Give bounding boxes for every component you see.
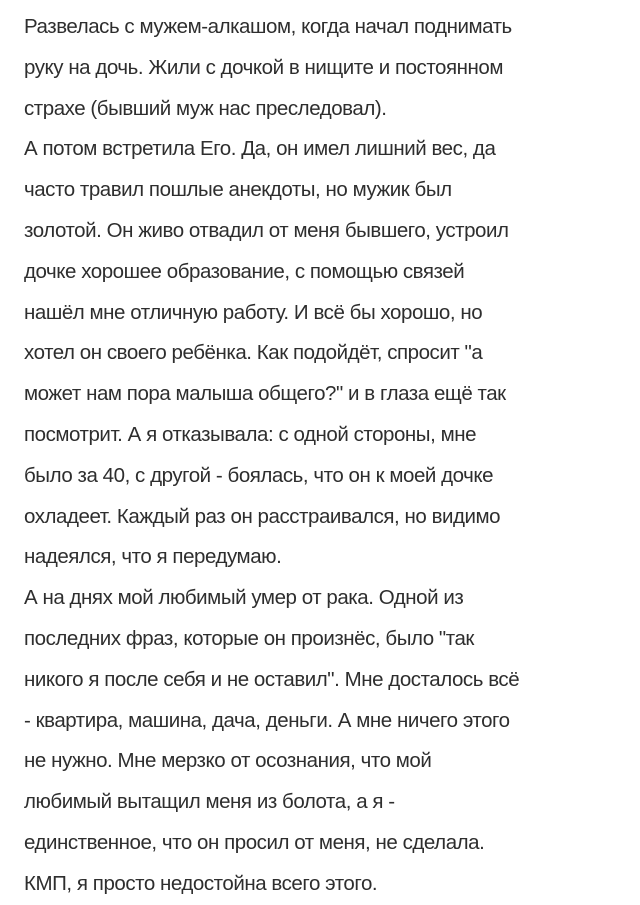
text-line: надеялся, что я передумаю. [24,545,282,569]
text-line: никого я после себя и не оставил". Мне досталось всё [24,667,520,691]
text-line: Развелась с мужем-алкашом, когда начал поднимать [24,15,512,38]
text-line: золотой. Он живо отвадил от меня бывшего, устроил [24,218,509,242]
text-line: может нам пора малыша общего?" и в глаза ещё так [24,382,506,406]
text-line: страхе (бывший муж нас преследовал). [24,96,387,120]
text-line: А потом встретила Его. Да, он имел лишний вес, да [24,137,496,161]
text-line: часто травил пошлые анекдоты, но мужик был [24,178,452,202]
text-line: охладеет. Каждый раз он расстраивался, но видимо [24,504,501,528]
text-line: нашёл мне отличную работу. И всё бы хорошо, но [24,300,483,324]
text-line: посмотрит. А я отказывала: с одной стороны, мне [24,422,477,446]
text-line: КМП, я просто недостойна всего этого. [24,871,378,895]
text-line: любимый вытащил меня из болота, а я - [24,790,395,814]
post-text [24,0,634,905]
text-line: - квартира, машина, дача, деньги. А мне ничего этого [24,708,510,732]
text-line: было за 40, с другой - боялась, что он к моей дочке [24,463,494,487]
text-line: единственное, что он просил от меня, не сделала. [24,830,485,854]
text-line: руку на дочь. Жили с дочкой в нищите и постоянном [24,55,503,79]
text-line: последних фраз, которые он произнёс, было "так [24,626,474,650]
text-line: дочке хорошее образование, с помощью связей [24,259,465,283]
text-line: хотел он своего ребёнка. Как подойдёт, спросит "а [24,341,483,365]
text-line: не нужно. Мне мерзко от осознания, что мой [24,749,432,773]
text-line: А на днях мой любимый умер от рака. Одной из [24,586,464,610]
